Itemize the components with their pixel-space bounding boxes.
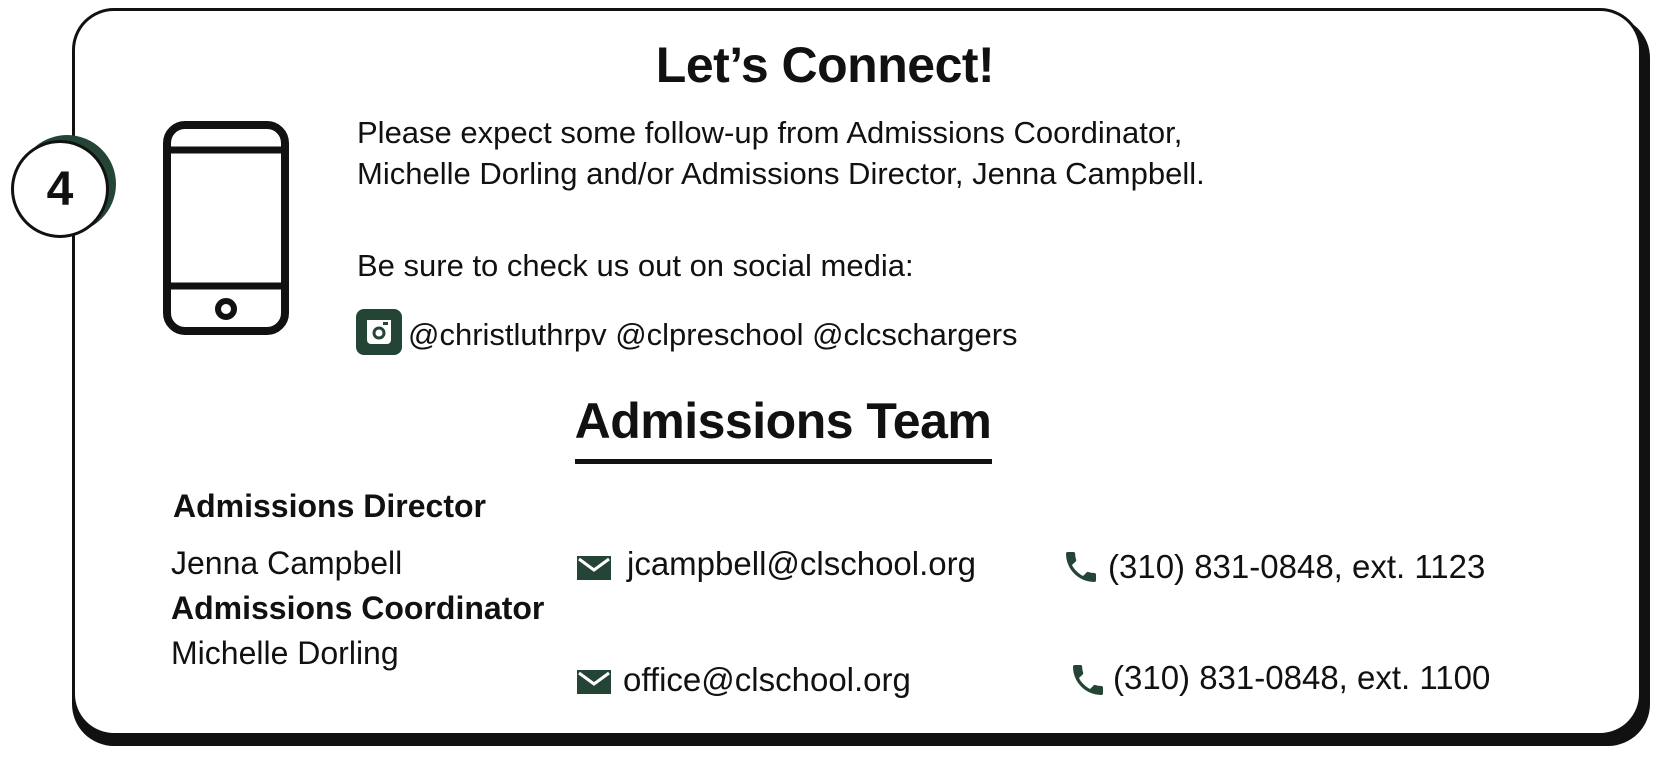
smartphone-icon xyxy=(160,118,292,338)
coordinator-name: Michelle Dorling xyxy=(171,635,399,671)
step-number-badge xyxy=(11,140,109,238)
email-icon xyxy=(577,556,611,580)
intro-line-2: Michelle Dorling and/or Admissions Director, Jenna Campbell. xyxy=(357,156,1205,191)
phone-icon xyxy=(1068,660,1108,700)
coordinator-role: Admissions Coordinator xyxy=(171,590,545,626)
heading-underline xyxy=(575,459,992,464)
connect-title: Let’s Connect! xyxy=(655,37,995,93)
coordinator-phone-link[interactable]: (310) 831-0848, ext. 1100 xyxy=(1113,659,1491,696)
email-icon xyxy=(577,670,611,694)
admissions-team-heading: Admissions Team xyxy=(574,393,992,449)
instagram-icon[interactable] xyxy=(356,309,402,355)
director-name: Jenna Campbell xyxy=(171,545,403,581)
social-handles[interactable]: @christluthrpv @clpreschool @clcschargers xyxy=(408,317,1018,352)
phone-icon xyxy=(1061,547,1101,587)
director-phone-link[interactable]: (310) 831-0848, ext. 1123 xyxy=(1108,548,1486,585)
director-email-link[interactable]: jcampbell@clschool.org xyxy=(627,545,976,582)
intro-line-1: Please expect some follow-up from Admissions Coordinator, xyxy=(357,115,1183,150)
step-number: 4 xyxy=(46,162,74,216)
social-prompt: Be sure to check us out on social media: xyxy=(357,248,914,283)
director-role: Admissions Director xyxy=(173,488,486,524)
coordinator-email-link[interactable]: office@clschool.org xyxy=(623,661,911,698)
